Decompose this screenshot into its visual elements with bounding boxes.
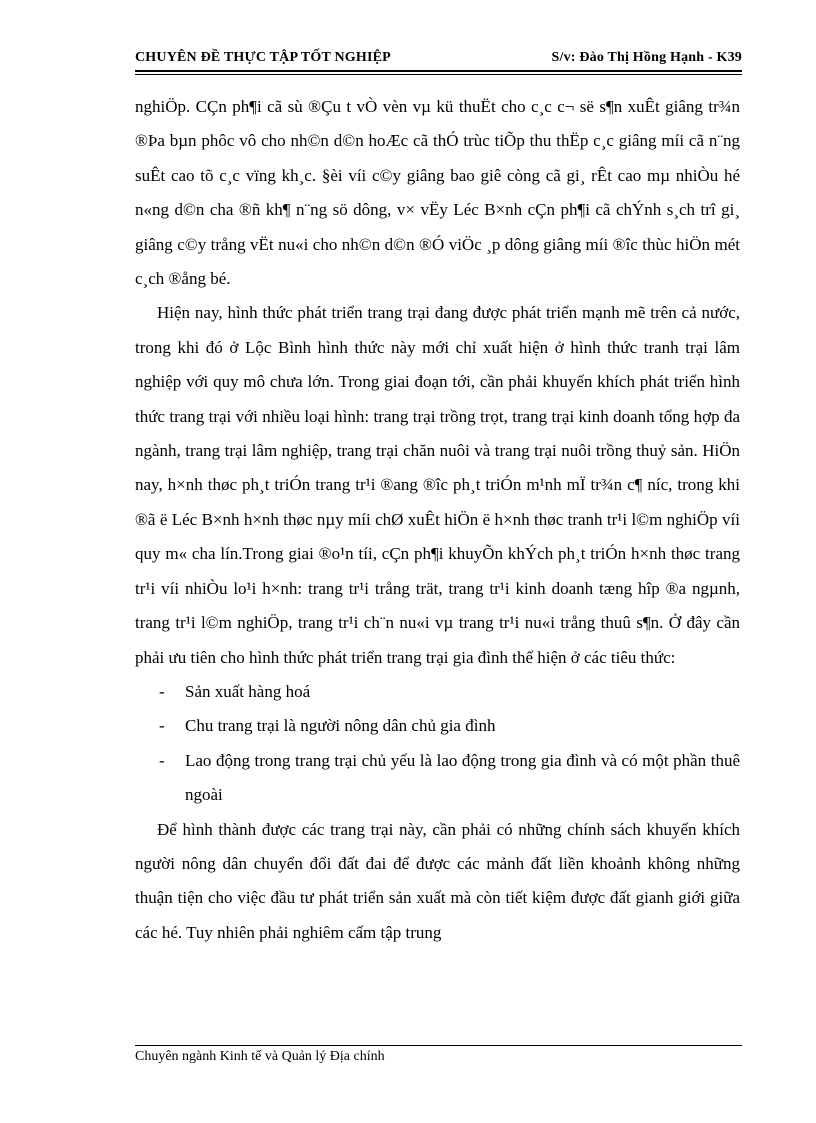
bullet-text: Chu trang trại là người nông dân chủ gia đình — [185, 716, 496, 736]
paragraph-2: Hiện nay, hình thức phát triển trang trại đang được phát triển mạnh mẽ trên cả nước, trong khi đó ở Lộc Bình hình thức này mới chỉ xuất hiện ở hình thức tranh trại lâm nghiệp với quy mô chưa lớn. Trong giai đoạn tới, cần phải khuyến khích phát triển hình thức trang trại với nhiều loại hình: trang trại trồng trọt, trang trại kinh doanh tổng hợp đa ngành, trang trại lâm nghiệp, trang trại chăn nuôi và trang trại nuôi trồng thuỷ sản. HiÖn nay, h×nh thøc ph¸t triÓn trang tr¹i ®ang ®îc ph¸t triÓn m¹nh mÏ tr¾n c¶ níc, trong khi ®ã ë Léc B×nh h×nh thøc nµy míi chØ xuÊt hiÖn ë h×nh thøc tranh tr¹i l©m nghiÖp víi quy m« cha lín.Trong giai ®o¹n tíi, cÇn ph¶i khuyÕn khÝch ph¸t triÓn h×nh thøc trang tr¹i víi nhiÒu lo¹i h×nh: trang tr¹i trång trät, trang tr¹i kinh doanh tæng hîp ®a ngµnh, trang tr¹i l©m nghiÖp, trang tr¹i ch¨n nu«i vµ trang tr¹i nu«i trång thuû s¶n. Ở đây cần phải ưu tiên cho hình thức phát triển trang trại gia đình thể hiện ở các tiêu thức: — [135, 303, 740, 667]
header-rule-thin — [135, 74, 742, 75]
paragraph-1: nghiÖp. CÇn ph¶i cã sù ®Çu t vÒ vèn vµ kü thuËt cho c¸c c¬ së s¶n xuÊt giâng tr¾n ®Þa bµn phôc vô cho nh©n d©n hoÆc cã thÓ trùc tiÕp thu thËp c¸c giâng míi cã n¨ng suÊt cao tõ c¸c vïng kh¸c. §èi víi c©y giâng bao giê còng cã gi¸ rÊt cao mµ nhiÒu hé n«ng d©n cha ®ñ kh¶ n¨ng sö dông, v× vËy Léc B×nh cÇn ph¶i cã chÝnh s¸ch trî gi¸ giâng c©y trång vËt nu«i cho nh©n d©n ®Ó viÖc ¸p dông giâng míi ®îc thùc hiÖn mét c¸ch ®ång bé. — [135, 97, 740, 289]
page-footer: Chuyên ngành Kinh tế và Quản lý Địa chính — [135, 1049, 385, 1064]
bullet-marker: - — [159, 681, 165, 701]
header-title: CHUYÊN ĐỀ THỰC TẬP TỐT NGHIỆP — [135, 50, 391, 65]
footer-rule — [135, 1045, 742, 1046]
document-body — [135, 90, 740, 950]
bullet-item — [135, 744, 740, 813]
header-author: S/v: Đào Thị Hồng Hạnh - K39 — [551, 50, 742, 65]
bullet-marker: - — [159, 716, 165, 736]
bullet-text: Lao động trong trang trại chủ yếu là lao động trong gia đình và có một phần thuê ngoài — [185, 750, 740, 805]
bullet-item — [135, 709, 740, 743]
bullet-list — [135, 675, 740, 813]
bullet-text: Sản xuất hàng hoá — [185, 681, 311, 701]
header-rule-thick — [135, 70, 742, 72]
bullet-item — [135, 675, 740, 709]
bullet-marker: - — [159, 750, 165, 770]
page-header — [135, 50, 742, 66]
paragraph-3: Để hình thành được các trang trại này, cần phải có những chính sách khuyến khích người nông dân chuyển đổi đất đai để được các mảnh đất liền khoảnh không những thuận tiện cho việc đầu tư phát triển sản xuất mà còn tiết kiệm được đất gianh giới giữa các hé. Tuy nhiên phải nghiêm cấm tập trung — [135, 819, 740, 942]
